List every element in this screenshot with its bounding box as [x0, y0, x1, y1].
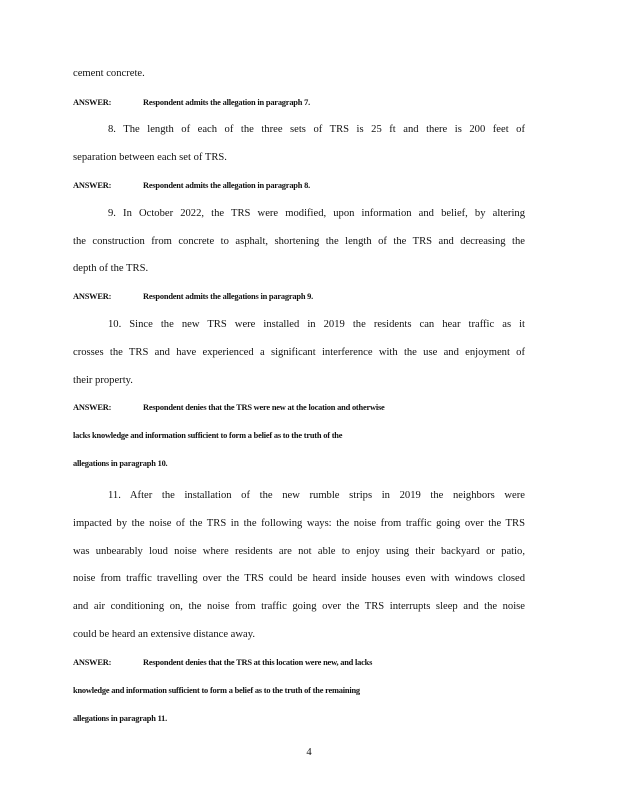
answer-block [73, 657, 372, 669]
paragraph-10-line: 10. Since the new TRS were installed in 2019 the residents can hear traffic as it [108, 319, 525, 330]
paragraph-9-line: the construction from concrete to asphalt, shortening the length of the TRS and decreasing the [73, 236, 525, 247]
paragraph-9-line: 9. In October 2022, the TRS were modified, upon information and belief, by altering [108, 208, 525, 219]
answer-text: Respondent denies that the TRS were new at the location and otherwise [143, 403, 385, 412]
paragraph-8-line: separation between each set of TRS. [73, 152, 227, 163]
answer-label: ANSWER: [73, 403, 112, 412]
answer-text: Respondent admits the allegation in paragraph 8. [143, 181, 310, 190]
paragraph-10-line: crosses the TRS and have experienced a significant interference with the use and enjoyment of [73, 347, 525, 358]
paragraph-8-line: 8. The length of each of the three sets of TRS is 25 ft and there is 200 feet of [108, 124, 525, 135]
answer-block [73, 402, 385, 414]
answer-block [73, 97, 310, 109]
paragraph-9-line: depth of the TRS. [73, 263, 149, 274]
answer-text-line: knowledge and information sufficient to form a belief as to the truth of the remaining [73, 686, 360, 695]
page-number: 4 [306, 747, 312, 758]
answer-label: ANSWER: [73, 292, 112, 301]
answer-label: ANSWER: [73, 658, 112, 667]
answer-text-line: lacks knowledge and information sufficient to form a belief as to the truth of the [73, 431, 343, 440]
text-line: cement concrete. [73, 68, 145, 79]
paragraph-11-line: and air conditioning on, the noise from traffic going over the TRS interrupts sleep and the noise [73, 601, 525, 612]
paragraph-11-line: could be heard an extensive distance away. [73, 629, 255, 640]
answer-text-line: allegations in paragraph 10. [73, 459, 168, 468]
answer-text: Respondent admits the allegation in paragraph 7. [143, 98, 310, 107]
paragraph-11-line: was unbearably loud noise where residents are not able to enjoy using their backyard or patio, [73, 546, 525, 557]
paragraph-11-line: noise from traffic travelling over the TRS could be heard inside houses even with windows closed [73, 573, 525, 584]
answer-block [73, 291, 313, 303]
answer-text-line: allegations in paragraph 11. [73, 714, 167, 723]
answer-block [73, 180, 310, 192]
answer-label: ANSWER: [73, 181, 112, 190]
answer-label: ANSWER: [73, 98, 112, 107]
paragraph-10-line: their property. [73, 375, 133, 386]
answer-text: Respondent denies that the TRS at this location were new, and lacks [143, 658, 373, 667]
paragraph-11-line: impacted by the noise of the TRS in the following ways: the noise from traffic going over the TRS [73, 518, 525, 529]
answer-text: Respondent admits the allegations in paragraph 9. [143, 292, 314, 301]
paragraph-11-line: 11. After the installation of the new rumble strips in 2019 the neighbors were [108, 490, 525, 501]
